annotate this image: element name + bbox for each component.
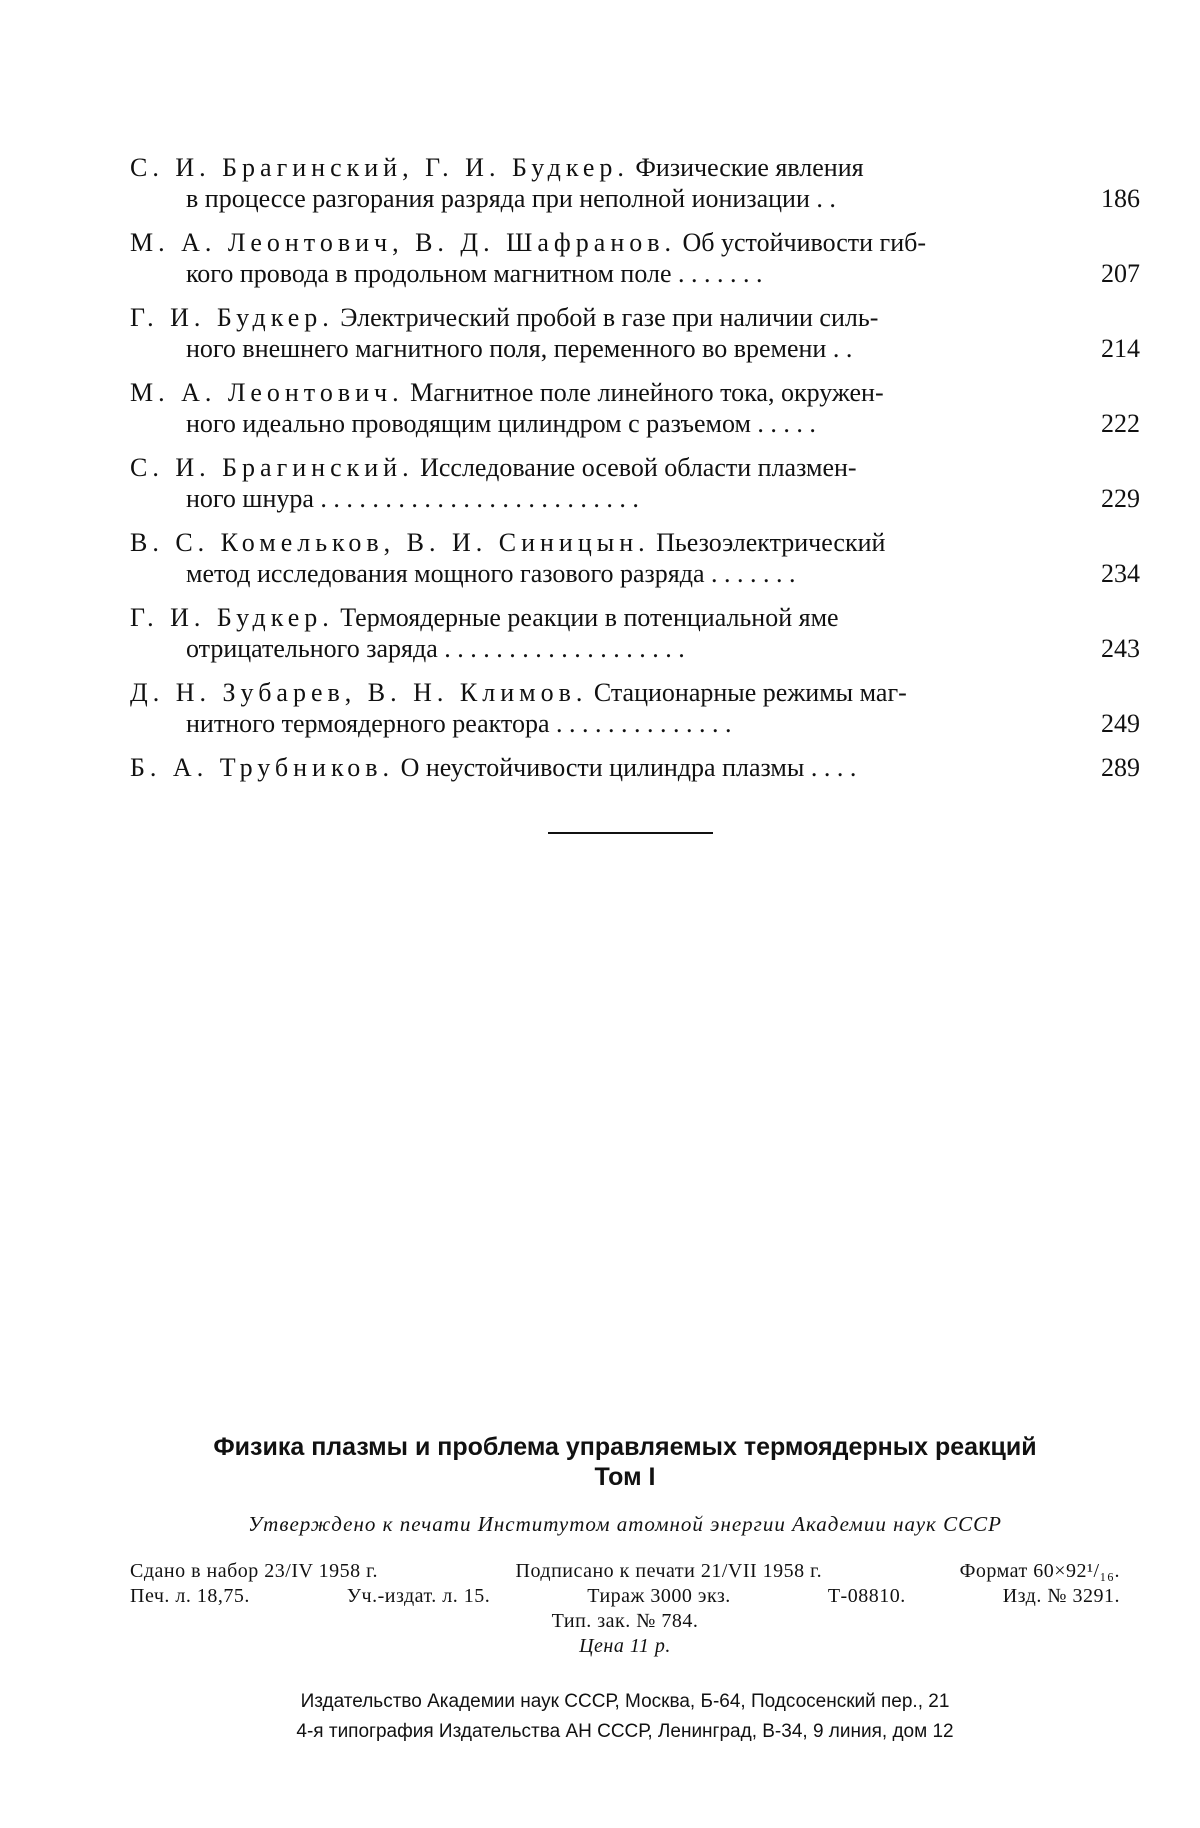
- print-details: [130, 1559, 1120, 1659]
- edition-number: Изд. № 3291.: [1002, 1585, 1120, 1607]
- toc-title-continuation: метод исследования мощного газового разряда . . . . . . .: [186, 559, 796, 588]
- toc-entry: [130, 752, 1140, 783]
- toc-entry-first-line: [130, 377, 1140, 408]
- toc-title-continuation: в процессе разгорания разряда при неполной ионизации . .: [186, 184, 836, 213]
- toc-authors: Д. Н. Зубарев, В. Н. Климов.: [130, 678, 588, 707]
- toc-page-number: 214: [1101, 334, 1140, 363]
- toc-title-part: Термоядерные реакции в потенциальной яме: [340, 603, 839, 632]
- toc-title-continuation: нитного термоядерного реактора . . . . . . . . . . . . . .: [186, 709, 732, 738]
- censor-code: Т-08810.: [827, 1585, 906, 1607]
- toc-authors: С. И. Брагинский, Г. И. Будкер.: [130, 153, 629, 182]
- toc-title-continuation: отрицательного заряда . . . . . . . . . . . . . . . . . . .: [186, 634, 685, 663]
- toc-title-part: Магнитное поле линейного тока, окружен-: [410, 378, 884, 407]
- toc-title-part: Исследование осевой области плазмен-: [420, 453, 857, 482]
- toc-entry-first-line: [130, 227, 1140, 258]
- toc-entry-first-line: [130, 302, 1140, 333]
- typeset-date: Сдано в набор 23/IV 1958 г.: [130, 1560, 379, 1582]
- price: Цена 11 р.: [579, 1635, 671, 1657]
- toc-title-continuation: ного шнура . . . . . . . . . . . . . . . . . . . . . . . . .: [186, 484, 639, 513]
- table-of-contents: [130, 152, 1140, 796]
- toc-entry: [130, 377, 1140, 439]
- toc-entry-first-line: [130, 602, 1140, 633]
- toc-page-number: 186: [1101, 184, 1140, 213]
- volume-label: Том I: [594, 1463, 656, 1491]
- toc-authors: Г. И. Будкер.: [130, 603, 334, 632]
- toc-authors: В. С. Комельков, В. И. Синицын.: [130, 528, 650, 557]
- toc-entry-first-line: [130, 677, 1140, 708]
- toc-page-number: 243: [1101, 634, 1140, 663]
- print-run: Тираж 3000 экз.: [587, 1585, 731, 1607]
- toc-title-part: О неустойчивости цилиндра плазмы . . . .: [400, 753, 857, 782]
- toc-entry: [130, 677, 1140, 739]
- toc-entry-first-line: [130, 452, 1140, 483]
- signed-date: Подписано к печати 21/VII 1958 г.: [515, 1560, 823, 1582]
- toc-page-number: 229: [1101, 484, 1140, 513]
- toc-title-part: Электрический пробой в газе при наличии силь-: [340, 303, 879, 332]
- toc-title-part: Пьезоэлектрический: [656, 528, 886, 557]
- toc-title-continuation: кого провода в продольном магнитном поле . . . . . . .: [186, 259, 763, 288]
- printer-address: 4-я типография Издательства АН СССР, Ленинград, В-34, 9 линия, дом 12: [296, 1721, 954, 1742]
- toc-entry: [130, 602, 1140, 664]
- section-divider: [548, 832, 713, 834]
- toc-title-part: Физические явления: [635, 153, 864, 182]
- toc-entry: [130, 302, 1140, 364]
- toc-entry-first-line: [130, 752, 1140, 783]
- toc-authors: М. А. Леонтович, В. Д. Шафранов.: [130, 228, 677, 257]
- toc-title-continuation: ного внешнего магнитного поля, переменного во времени . .: [186, 334, 853, 363]
- toc-entry: [130, 527, 1140, 589]
- publisher-sheets: Уч.-издат. л. 15.: [346, 1585, 491, 1607]
- book-title: Физика плазмы и проблема управляемых термоядерных реакций: [213, 1433, 1037, 1461]
- toc-title-continuation: ного идеально проводящим цилиндром с разъемом . . . . .: [186, 409, 816, 438]
- print-details-line-1: [130, 1559, 1120, 1584]
- format: Формат 60×92¹/₁₆.: [959, 1560, 1120, 1582]
- toc-entry: [130, 452, 1140, 514]
- toc-authors: Б. А. Трубников.: [130, 753, 395, 782]
- toc-entry: [130, 227, 1140, 289]
- toc-entry-first-line: [130, 152, 1140, 183]
- publisher-info: [130, 1687, 1120, 1747]
- imprint-block: [130, 1432, 1120, 1747]
- toc-authors: Г. И. Будкер.: [130, 303, 334, 332]
- toc-title-part: Стационарные режимы маг-: [593, 678, 907, 707]
- toc-page-number: 249: [1101, 709, 1140, 738]
- publisher-address: Издательство Академии наук СССР, Москва, Б-64, Подсосенский пер., 21: [300, 1691, 950, 1712]
- toc-entry-first-line: [130, 527, 1140, 558]
- print-details-line-2: [130, 1584, 1120, 1609]
- toc-authors: М. А. Леонтович.: [130, 378, 404, 407]
- toc-title-part: Об устойчивости гиб-: [682, 228, 927, 257]
- toc-authors: С. И. Брагинский.: [130, 453, 414, 482]
- toc-page-number: 234: [1101, 559, 1140, 588]
- toc-page-number: 207: [1101, 259, 1140, 288]
- print-order: Тип. зак. № 784.: [551, 1610, 699, 1632]
- toc-page-number: 222: [1101, 409, 1140, 438]
- toc-entry: [130, 152, 1140, 214]
- printed-sheets: Печ. л. 18,75.: [130, 1585, 250, 1607]
- approval-note: Утверждено к печати Институтом атомной энергии Академии наук СССР: [248, 1512, 1002, 1536]
- toc-page-number: 289: [1101, 753, 1140, 782]
